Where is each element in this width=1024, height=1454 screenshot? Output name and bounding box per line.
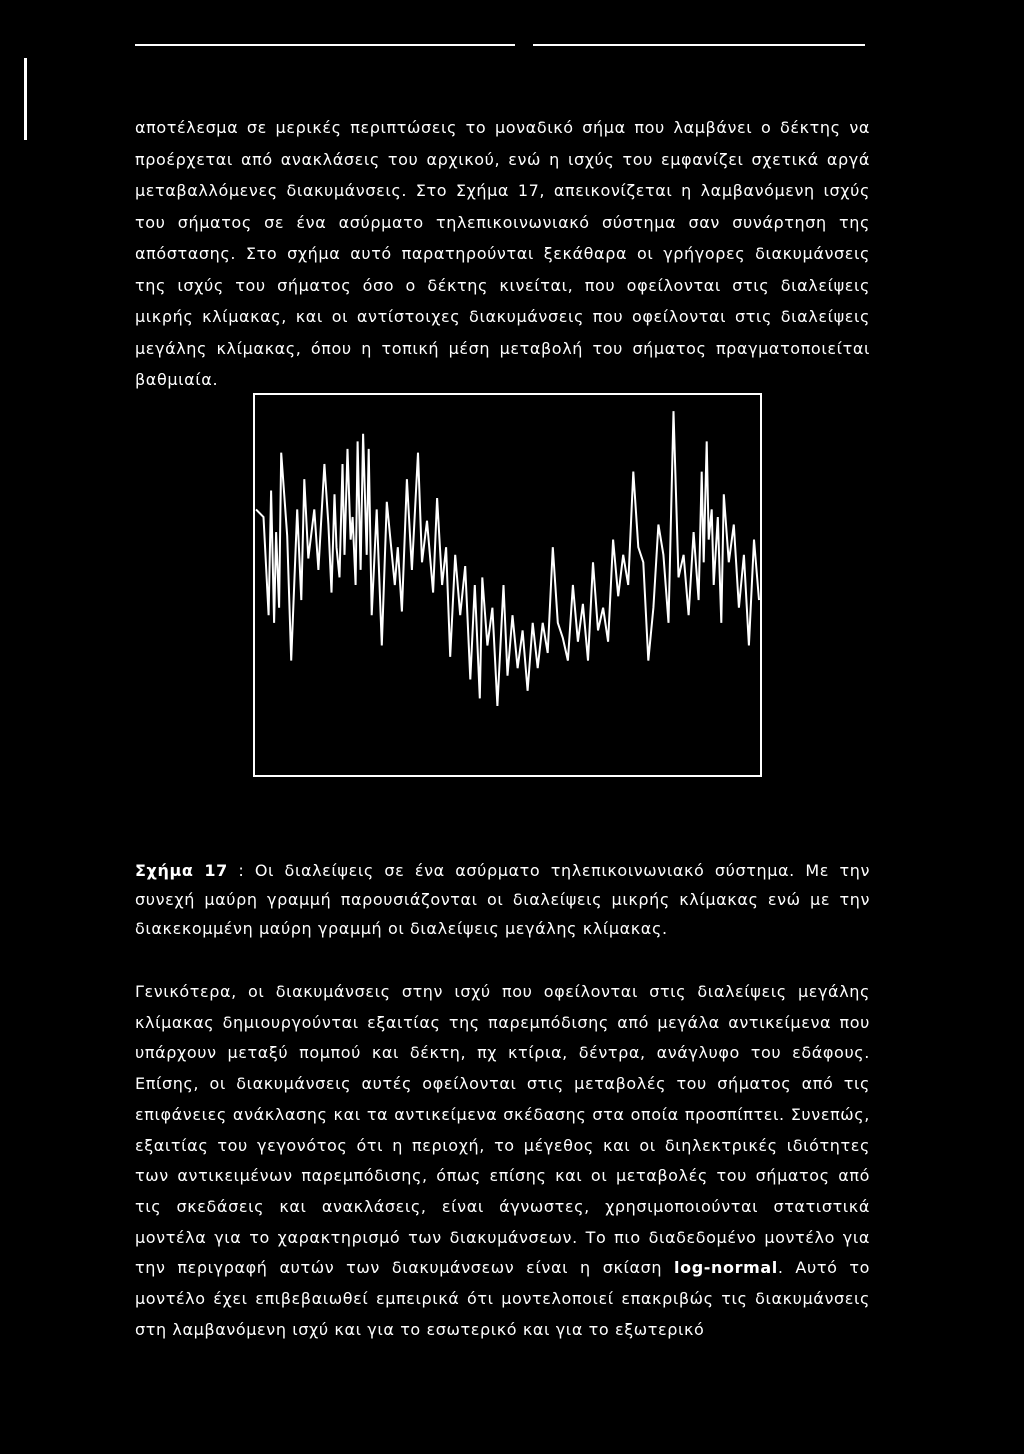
caption-text: : Οι διαλείψεις σε ένα ασύρματο τηλεπικοινωνιακό σύστημα. Με την συνεχή μαύρη γραμμή παρουσιάζονται οι διαλείψεις μικρής κλίμακας ενώ με την διακεκομμένη μαύρη γραμμή οι διαλείψεις μεγάλης κλίμακας. <box>135 861 871 938</box>
margin-bar <box>24 58 27 140</box>
log-normal-term: log-normal <box>674 1258 778 1278</box>
figure-caption <box>135 856 870 943</box>
paragraph-2-text: Γενικότερα, οι διακυμάνσεις στην ισχύ που οφείλονται στις διαλείψεις μεγάλης κλίμακας δημιουργούνται εξαιτίας της παρεμπόδισης από μεγάλα αντικείμενα που υπάρχουν μεταξύ πομπού και δέκτη, πχ κτίρια, δέντρα, ανάγλυφο του εδάφους. Επίσης, οι διακυμάνσεις αυτές οφείλονται στις μεταβολές του σήματος από τις επιφάνειες ανάκλασης και τα αντικείμενα σκέδασης στα οποία προσπίπτει. Συνεπώς, εξαιτίας του γεγονότος ότι η περιοχή, το μέγεθος και οι διηλεκτρικές ιδιότητες των αντικειμένων παρεμπόδισης, όπως επίσης και οι μεταβολές του σήματος από τις σκεδάσεις και ανακλάσεις, είναι άγνωστες, χρησιμοποιούνται στατιστικά μοντέλα για το χαρακτηρισμό των διακυμάνσεων. Το πιο διαδεδομένο μοντέλο για την περιγραφή αυτών των διακυμάνσεων είναι η σκίαση <box>135 982 870 1278</box>
plot-frame <box>254 394 761 776</box>
figure-17-fading-plot <box>250 390 765 780</box>
fading-chart <box>250 390 765 780</box>
caption-label: Σχήμα 17 <box>135 861 228 880</box>
paragraph-1: αποτέλεσμα σε μερικές περιπτώσεις το μοναδικό σήμα που λαμβάνει ο δέκτης να προέρχεται από ανακλάσεις του αρχικού, ενώ η ισχύς του εμφανίζει σχετικά αργά μεταβαλλόμενες διακυμάνσεις. Στο Σχήμα 17, απεικονίζεται η λαμβανόμενη ισχύς του σήματος σε ένα ασύρματο τηλεπικοινωνιακό σύστημα σαν συνάρτηση της απόστασης. Στο σχήμα αυτό παρατηρούνται ξεκάθαρα οι γρήγορες διακυμάνσεις της ισχύς του σήματος όσο ο δέκτης κινείται, που οφείλονται στις διαλείψεις μικρής κλίμακας, και οι αντίστοιχες διακυμάνσεις που οφείλονται στις διαλείψεις μεγάλης κλίμακας, όπου η τοπική μέση μεταβολή του σήματος πραγματοποιείται βαθμιαία. <box>135 118 870 389</box>
paragraph-2-end: . Αυτό το μοντέλο έχει επιβεβαιωθεί εμπειρικά ότι μοντελοποιεί επακριβώς τις διακυμάνσεις στη λαμβανόμενη ισχύ και για το εσωτερικό και για το εξωτερικό <box>135 1258 870 1339</box>
top-rule-left <box>135 44 515 46</box>
paragraph-2 <box>135 977 870 1345</box>
top-rule-right <box>533 44 865 46</box>
